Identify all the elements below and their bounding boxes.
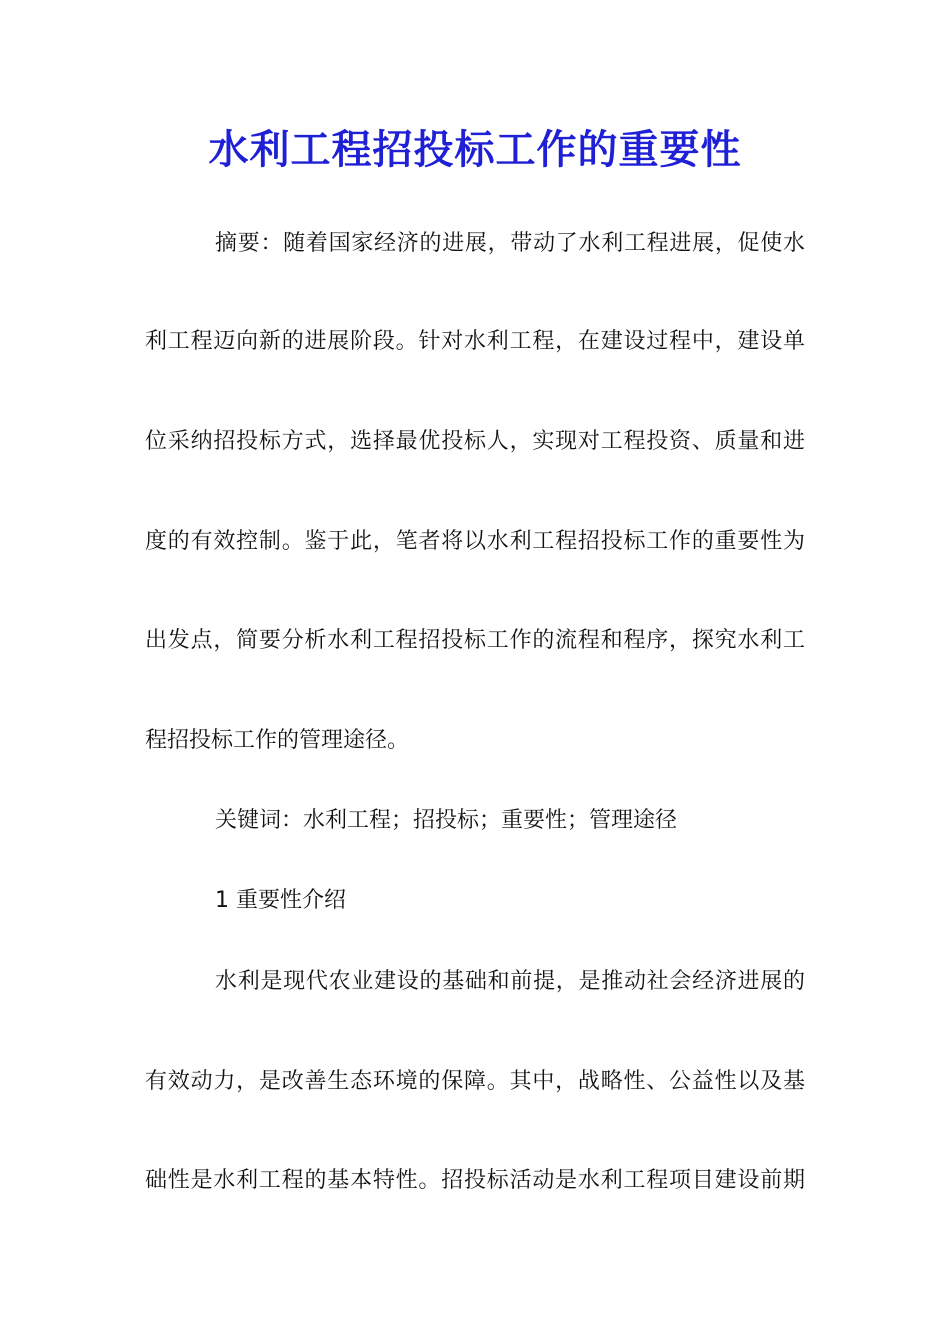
abstract-line: 出发点，简要分析水利工程招投标工作的流程和程序，探究水利工 — [145, 628, 805, 653]
abstract-line: 摘要：随着国家经济的进展，带动了水利工程进展，促使水 — [215, 231, 805, 256]
section-heading: 1 重要性介绍 — [215, 888, 346, 913]
body-line: 有效动力，是改善生态环境的保障。其中，战略性、公益性以及基 — [145, 1069, 805, 1094]
body-line: 础性是水利工程的基本特性。招投标活动是水利工程项目建设前期 — [145, 1168, 805, 1193]
document-title: 水利工程招投标工作的重要性 — [208, 126, 742, 173]
body-line: 水利是现代农业建设的基础和前提，是推动社会经济进展的 — [215, 969, 805, 994]
abstract-line: 程招投标工作的管理途径。 — [145, 728, 410, 753]
abstract-line: 利工程迈向新的进展阶段。针对水利工程，在建设过程中，建设单 — [145, 329, 805, 354]
abstract-line: 位采纳招投标方式，选择最优投标人，实现对工程投资、质量和进 — [145, 429, 805, 454]
keywords: 关键词：水利工程；招投标；重要性；管理途径 — [215, 808, 678, 833]
abstract-line: 度的有效控制。鉴于此，笔者将以水利工程招投标工作的重要性为 — [145, 529, 805, 554]
